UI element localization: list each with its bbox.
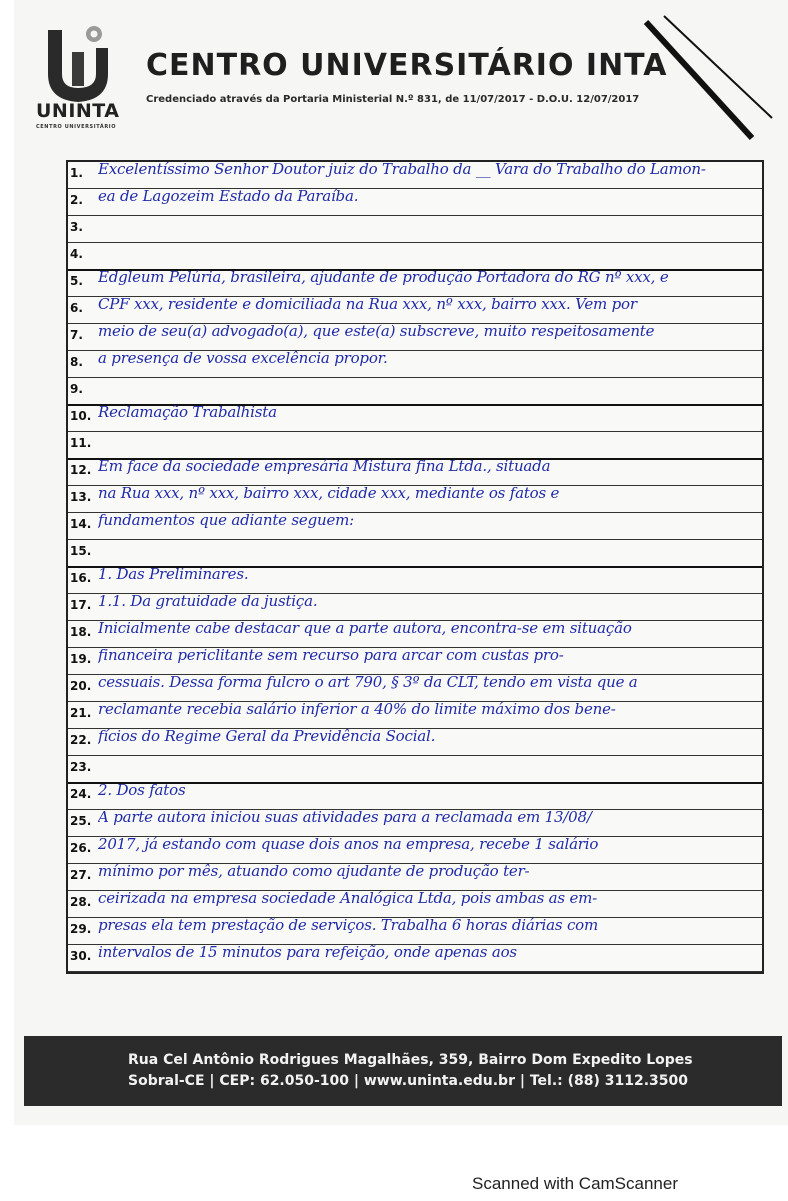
form-line <box>68 756 762 784</box>
handwritten-text: ceirizada na empresa sociedade Analógica Ltda, pois ambas as em- <box>98 889 598 907</box>
form-line <box>68 675 762 702</box>
form-line <box>68 783 762 810</box>
handwritten-text: fícios do Regime Geral da Previdência Social. <box>98 727 436 745</box>
form-line <box>68 189 762 216</box>
form-line <box>68 432 762 460</box>
handwritten-text: CPF xxx, residente e domiciliada na Rua xxx, nº xxx, bairro xxx. Vem por <box>98 295 637 313</box>
line-number: 30. <box>70 949 92 963</box>
form-line <box>68 837 762 864</box>
handwritten-text: financeira periclitante sem recurso para arcar com custas pro- <box>98 646 564 664</box>
line-number: 6. <box>70 301 83 315</box>
handwritten-text: mínimo por mês, atuando como ajudante de produção ter- <box>98 862 530 880</box>
form-line <box>68 540 762 568</box>
handwritten-text: na Rua xxx, nº xxx, bairro xxx, cidade xxx, mediante os fatos e <box>98 484 560 502</box>
form-line <box>68 486 762 513</box>
form-line <box>68 810 762 837</box>
form-line <box>68 243 762 271</box>
lined-form <box>66 160 764 974</box>
line-number: 15. <box>70 544 92 558</box>
line-number: 3. <box>70 220 83 234</box>
line-number: 2. <box>70 193 83 207</box>
form-line <box>68 513 762 540</box>
page-title: CENTRO UNIVERSITÁRIO INTA <box>146 48 668 83</box>
handwritten-text: A parte autora iniciou suas atividades para a reclamada em 13/08/ <box>98 808 592 826</box>
line-number: 24. <box>70 787 92 801</box>
line-number: 12. <box>70 463 92 477</box>
line-number: 1. <box>70 166 83 180</box>
logo-subtitle: CENTRO UNIVERSITÁRIO <box>36 124 117 130</box>
footer-bar <box>24 1036 782 1106</box>
line-number: 13. <box>70 490 92 504</box>
handwritten-text: 1.1. Da gratuidade da justiça. <box>98 592 318 610</box>
line-number: 11. <box>70 436 92 450</box>
form-line <box>68 864 762 891</box>
handwritten-text: reclamante recebia salário inferior a 40% do limite máximo dos bene- <box>98 700 616 718</box>
line-number: 19. <box>70 652 92 666</box>
handwritten-text: cessuais. Dessa forma fulcro o art 790, § 3º da CLT, tendo em vista que a <box>98 673 638 691</box>
form-line <box>68 270 762 297</box>
form-line <box>68 891 762 918</box>
form-line <box>68 621 762 648</box>
line-number: 22. <box>70 733 92 747</box>
form-line <box>68 351 762 378</box>
handwritten-text: meio de seu(a) advogado(a), que este(a) subscreve, muito respeitosamente <box>98 322 655 340</box>
line-number: 21. <box>70 706 92 720</box>
handwritten-text: fundamentos que adiante seguem: <box>98 511 355 529</box>
form-line <box>68 162 762 189</box>
form-line <box>68 729 762 756</box>
handwritten-text: 2. Dos fatos <box>98 781 186 799</box>
line-number: 16. <box>70 571 92 585</box>
line-number: 8. <box>70 355 83 369</box>
form-line <box>68 945 762 972</box>
corner-stripes-decoration <box>640 6 780 146</box>
form-line <box>68 459 762 486</box>
handwritten-text: 1. Das Preliminares. <box>98 565 249 583</box>
form-line <box>68 702 762 729</box>
handwritten-text: Edgleum Pelúria, brasileira, ajudante de produção Portadora do RG nº xxx, e <box>98 268 669 286</box>
handwritten-text: presas ela tem prestação de serviços. Trabalha 6 horas diárias com <box>98 916 599 934</box>
line-number: 10. <box>70 409 92 423</box>
handwritten-text: Em face da sociedade empresária Mistura fina Ltda., situada <box>98 457 551 475</box>
accreditation-subtitle: Credenciado através da Portaria Ministerial N.º 831, de 11/07/2017 - D.O.U. 12/07/2017 <box>146 94 640 105</box>
handwritten-text: a presença de vossa excelência propor. <box>98 349 388 367</box>
form-line <box>68 216 762 243</box>
handwritten-text: Reclamação Trabalhista <box>98 403 277 421</box>
line-number: 29. <box>70 922 92 936</box>
line-number: 17. <box>70 598 92 612</box>
form-line <box>68 297 762 324</box>
form-line <box>68 324 762 351</box>
line-number: 20. <box>70 679 92 693</box>
scanner-watermark: Scanned with CamScanner <box>472 1174 679 1193</box>
form-line <box>68 378 762 406</box>
form-line <box>68 648 762 675</box>
line-number: 18. <box>70 625 92 639</box>
line-number: 28. <box>70 895 92 909</box>
footer-contact: Sobral-CE | CEP: 62.050-100 | www.uninta.edu.br | Tel.: (88) 3112.3500 <box>128 1073 689 1089</box>
line-number: 14. <box>70 517 92 531</box>
line-number: 27. <box>70 868 92 882</box>
form-line <box>68 405 762 432</box>
line-number: 23. <box>70 760 92 774</box>
line-number: 9. <box>70 382 83 396</box>
form-line <box>68 594 762 621</box>
handwritten-text: Inicialmente cabe destacar que a parte autora, encontra-se em situação <box>98 619 632 637</box>
logo-wordmark: UNINTA <box>36 100 120 122</box>
line-number: 5. <box>70 274 83 288</box>
line-number: 7. <box>70 328 83 342</box>
form-line <box>68 567 762 594</box>
handwritten-text: intervalos de 15 minutos para refeição, onde apenas aos <box>98 943 517 961</box>
form-line <box>68 918 762 945</box>
line-number: 26. <box>70 841 92 855</box>
line-number: 25. <box>70 814 92 828</box>
handwritten-text: Excelentíssimo Senhor Doutor juiz do Trabalho da __ Vara do Trabalho do Lamon- <box>98 160 706 178</box>
handwritten-text: 2017, já estando com quase dois anos na empresa, recebe 1 salário <box>98 835 599 853</box>
handwritten-text: ea de Lagozeim Estado da Paraíba. <box>98 187 359 205</box>
footer-address: Rua Cel Antônio Rodrigues Magalhães, 359, Bairro Dom Expedito Lopes <box>128 1052 693 1068</box>
line-number: 4. <box>70 247 83 261</box>
